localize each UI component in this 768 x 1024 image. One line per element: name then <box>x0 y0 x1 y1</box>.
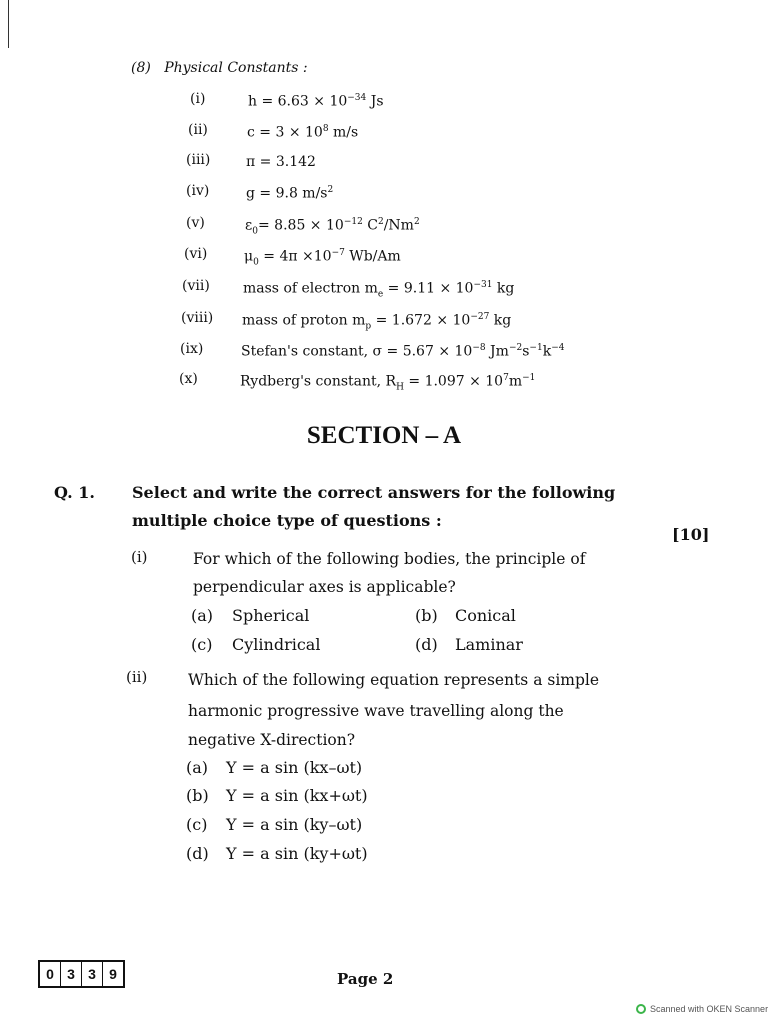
scanner-logo-icon <box>636 1004 646 1014</box>
constant-number: (i) <box>190 91 206 107</box>
option-text: Spherical <box>232 606 310 625</box>
option-text: Y = a sin (kx+ωt) <box>226 786 368 805</box>
option-label: (c) <box>191 635 213 654</box>
constant-value: Rydberg's constant, $R_H = 1.097 \times 10^7m^{-1}$ <box>240 373 536 393</box>
constant-number: (ix) <box>180 341 204 357</box>
constant-number: (vi) <box>184 246 208 262</box>
constants-heading-number: (8) <box>131 60 151 76</box>
paper-code-box <box>38 960 125 988</box>
sub-question-text: perpendicular axes is applicable? <box>193 578 456 596</box>
option-text: Y = a sin (ky+ωt) <box>226 844 368 863</box>
sub-question-text: For which of the following bodies, the principle of <box>193 550 586 568</box>
option-text: Conical <box>455 606 516 625</box>
option-label: (a) <box>186 758 209 777</box>
sub-question-number: (ii) <box>126 668 148 686</box>
constant-number: (x) <box>179 371 198 387</box>
option-label: (d) <box>415 635 438 654</box>
question-text-line1: Select and write the correct answers for the following <box>132 483 616 502</box>
constant-value: Stefan's constant, $\sigma = 5.67 \times 10^{-8}$ $Jm^{-2}s^{-1}k^{-4}$ <box>241 343 565 360</box>
question-marks: [10] <box>672 525 710 544</box>
constant-number: (v) <box>186 215 205 231</box>
constant-number: (iv) <box>186 183 210 199</box>
constant-value: $c = 3 \times 10^8$ m/s <box>247 124 359 141</box>
option-text: Cylindrical <box>232 635 321 654</box>
constant-value: mass of proton $m_p = 1.672 \times 10^{-27}$ kg <box>242 312 512 332</box>
constant-value: mass of electron $m_e = 9.11 \times 10^{-31}$ kg <box>243 280 515 300</box>
question-number: Q. 1. <box>54 483 95 502</box>
paper-code-digit: 3 <box>82 962 103 986</box>
scanner-watermark-text: Scanned with OKEN Scanner <box>650 1004 768 1014</box>
option-text: Laminar <box>455 635 523 654</box>
constant-number: (viii) <box>181 310 214 326</box>
sub-question-text: harmonic progressive wave travelling along the <box>188 702 564 720</box>
scanner-watermark <box>636 1004 768 1014</box>
option-label: (b) <box>186 786 209 805</box>
constant-value: $h = 6.63 \times 10^{-34}$ Js <box>248 93 384 110</box>
option-label: (c) <box>186 815 208 834</box>
constants-heading-text: Physical Constants : <box>164 60 308 76</box>
page-number: Page 2 <box>337 970 394 988</box>
paper-code-digit: 3 <box>61 962 82 986</box>
option-label: (d) <box>186 844 209 863</box>
constants-heading <box>131 60 308 76</box>
page-edge-line <box>8 0 9 48</box>
paper-code-digit: 0 <box>40 962 61 986</box>
option-text: Y = a sin (kx–ωt) <box>226 758 363 777</box>
sub-question-text: Which of the following equation represents a simple <box>188 671 600 689</box>
sub-question-text: negative X-direction? <box>188 731 356 749</box>
constant-value: $\mu_0 = 4\pi \times 10^{-7}$ Wb/Am <box>244 248 401 268</box>
paper-code-digit: 9 <box>109 966 117 982</box>
option-text: Y = a sin (ky–ωt) <box>226 815 363 834</box>
question-text-line2: multiple choice type of questions : <box>132 511 442 530</box>
option-label: (a) <box>191 606 214 625</box>
constant-value: $\varepsilon_0= 8.85 \times 10^{-12}$ $C^2/Nm^2$ <box>245 217 420 237</box>
constant-number: (ii) <box>188 122 208 138</box>
option-label: (b) <box>415 606 438 625</box>
constant-value: g = 9.8 $m/s^2$ <box>246 185 334 202</box>
constant-number: (vii) <box>182 278 210 294</box>
constant-number: (iii) <box>186 152 211 168</box>
constant-value: π = 3.142 <box>246 154 316 170</box>
sub-question-number: (i) <box>131 548 148 566</box>
section-title: SECTION – A <box>306 422 462 449</box>
